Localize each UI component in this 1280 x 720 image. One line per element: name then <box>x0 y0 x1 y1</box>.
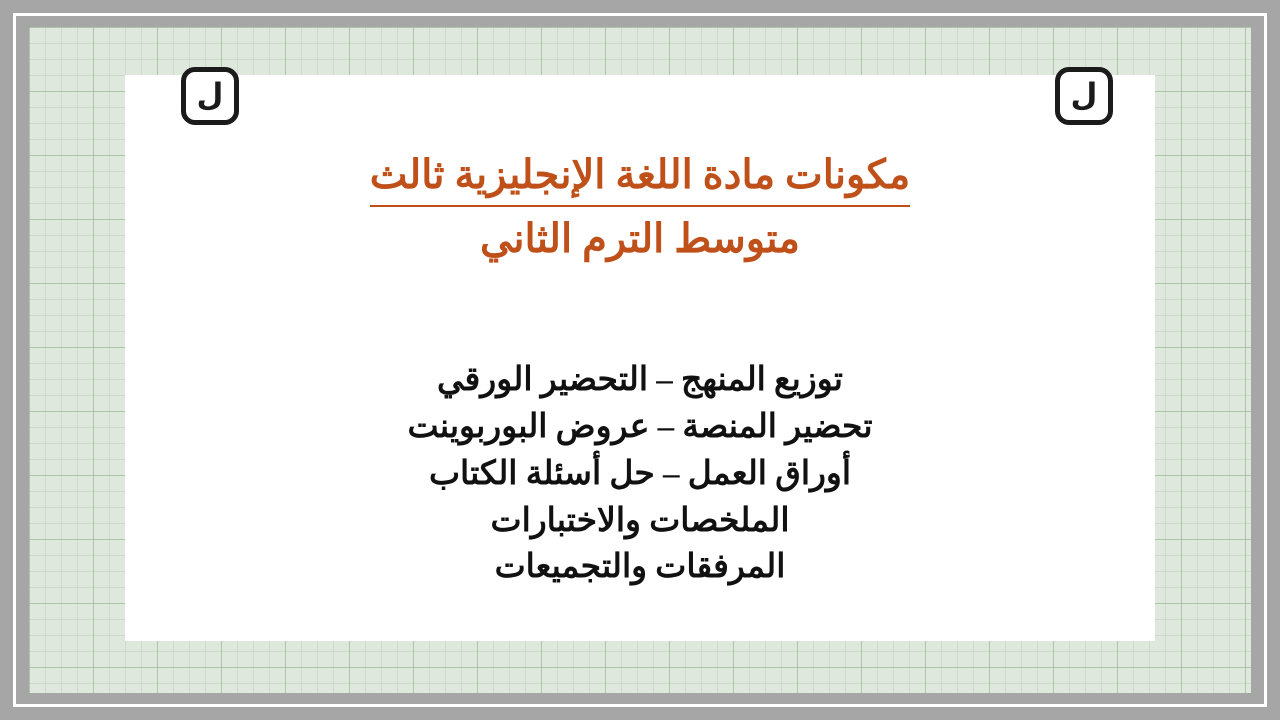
page-title <box>235 147 1045 268</box>
body-line: تحضير المنصة – عروض البوربوينت <box>407 408 873 445</box>
badge-letter: ل <box>196 76 224 113</box>
bracket-letter-badge-icon-left <box>181 67 239 125</box>
body-line: توزيع المنهج – التحضير الورقي <box>437 362 843 398</box>
body-text-block <box>235 357 1045 591</box>
graph-paper-background <box>29 27 1251 693</box>
body-line: الملخصات والاختبارات <box>490 502 790 539</box>
page-title-line-2: متوسط الترم الثاني <box>480 215 800 261</box>
page-title-line-1: مكونات مادة اللغة الإنجليزية ثالث <box>370 147 910 207</box>
slide-content-card <box>125 75 1155 641</box>
body-line: المرفقات والتجميعات <box>494 549 786 586</box>
bracket-letter-badge-icon-right <box>1055 67 1113 125</box>
title-block <box>235 147 1045 268</box>
badge-letter: ل <box>1070 76 1098 113</box>
body-line: أوراق العمل – حل أسئلة الكتاب <box>428 455 852 492</box>
